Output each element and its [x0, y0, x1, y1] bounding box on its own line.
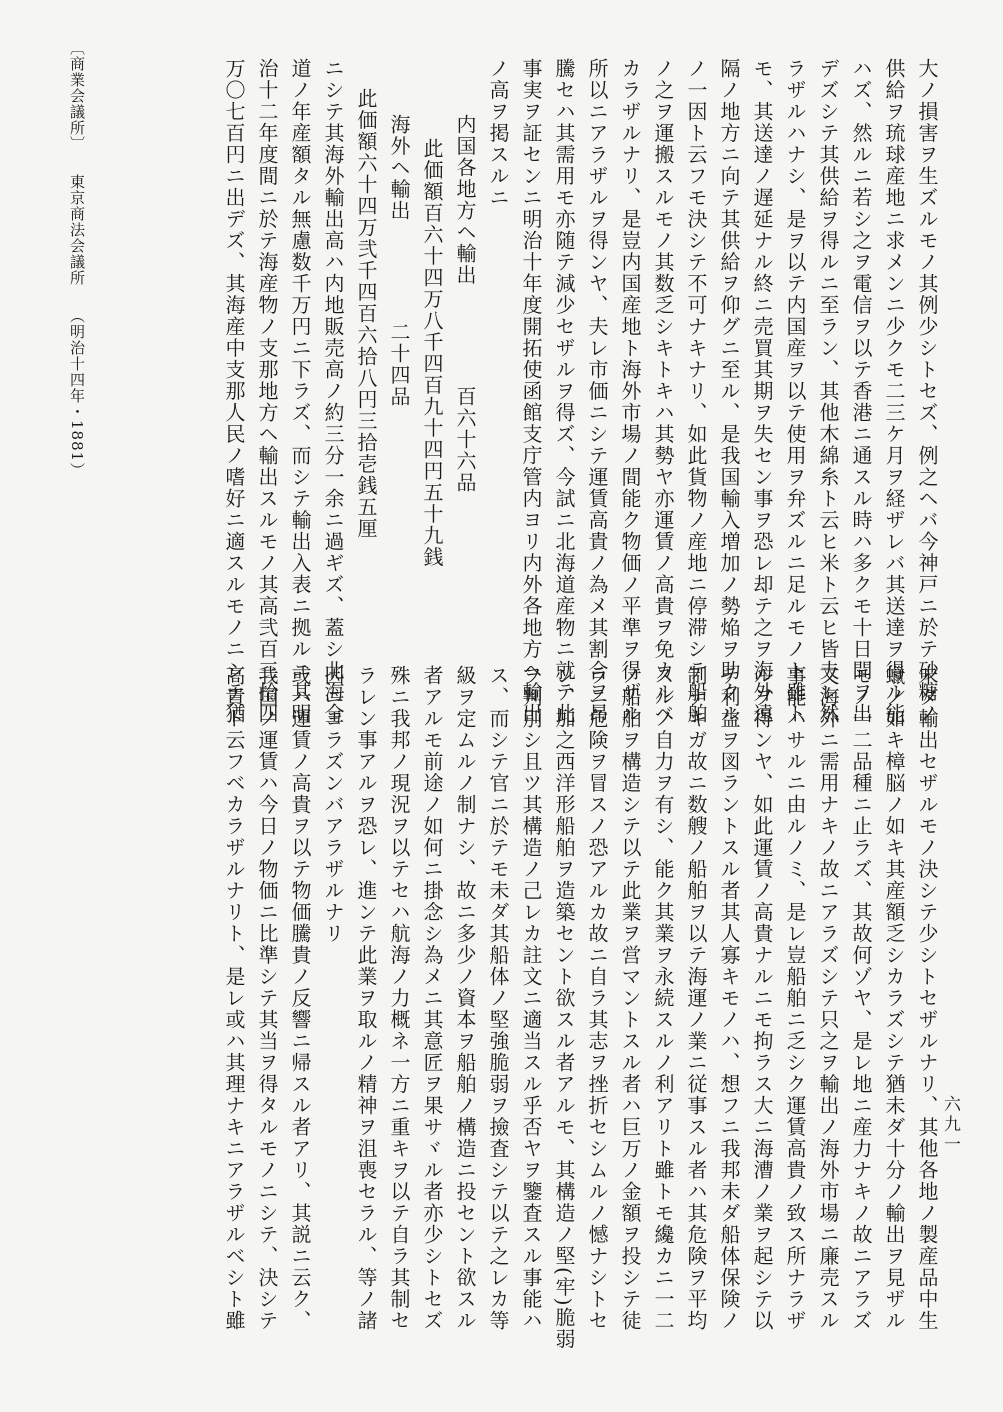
- text-line: 道ノ年産額タル無慮数千万円ニ下ラズ、而シテ輸出入表ニ拠ルニ其明: [288, 58, 312, 725]
- text-line: 我国ノ運賃ハ今日ノ物価ニ比準シテ其当ヲ得タルモノニシテ、決シテ: [255, 665, 279, 1332]
- export-label: 海外ヘ輸出: [387, 114, 411, 222]
- text-line: モ、其送達ノ遅延ナル終ニ売買其期ヲ失セン事ヲ恐レ却テ之ヲ海外遠: [750, 58, 774, 725]
- export-label: 内国各地方ヘ輸出: [453, 114, 477, 286]
- text-line: 殊ニ我邦ノ現況ヲ以テセハ航海ノ力概ネ一方ニ重キヲ以テ自ラ其制セ: [387, 665, 411, 1332]
- text-line: 因ニヨラズンバアラザルナリ: [321, 665, 345, 945]
- text-line: 治十二年度間ニ於テ海産物ノ支那地方ヘ輸出スルモノ其高弐百三拾四: [255, 58, 279, 725]
- text-line: 万〇七百円ニ出デズ、其海産中支那人民ノ嗜好ニ適スルモノニシテ猶: [222, 58, 246, 725]
- text-line: モノ一二品種ニ止ラズ、其故何ゾヤ、是レ地ニ産力ナキノ故ニアラズ: [849, 665, 873, 1332]
- text-line: ノ高ヲ掲スルニ: [486, 58, 510, 209]
- lower-text-block: [217, 665, 943, 1365]
- export-row-domestic: [448, 58, 481, 648]
- text-line: 者アルモ前途ノ如何ニ掛念シ為メニ其意匠ヲ果サヾル者亦少シトセズ: [420, 665, 444, 1332]
- text-line: ルヲ得ンヤ、如此運賃ノ高貴ナルニモ拘ラス大ニ海漕ノ業ヲ起シテ以: [750, 665, 774, 1332]
- export-count: 二十四品: [387, 321, 411, 408]
- text-line: カラザルナリ、是豈内国産地ト海外市場ノ間能ク物価ノ平準ヲ得ザル: [618, 58, 642, 725]
- header-date: （明治十四年・1881）: [68, 308, 86, 479]
- text-line: 制ナキガ故ニ数艘ノ船舶ヲ以テ海運ノ業ニ従事スル者ハ其危険ヲ平均: [684, 665, 708, 1332]
- text-line: ラニ危険ヲ冒スノ恐アルカ故ニ自ラ其志ヲ挫折セシムルノ憾ナシトセ: [585, 665, 609, 1332]
- text-line: ニシテ其海外輸出高ハ内地販売高ノ約三分一余ニ過ギズ、蓋シ北海全: [321, 58, 345, 725]
- text-line: スルノ自力ヲ有シ、能ク其業ヲ永続スルノ利アリト雖トモ纔カニ一二: [651, 665, 675, 1332]
- export-row-domestic-value: [415, 58, 448, 648]
- text-line: 所以ニアラザルヲ得ンヤ、夫レ市価ニシテ運賃高貴ノ為メ其割合ヲ昂: [585, 58, 609, 725]
- page-number: 六九一: [940, 1095, 960, 1155]
- text-line: ラザルハナシ、是ヲ以テ内国産ヲ以テ使用ヲ弁ズルニ足ルモノト雖ト: [783, 58, 807, 725]
- text-line: ノ一因ト云フモ決シテ不可ナキナリ、如此貨物ノ産地ニ停滞シテ船舶: [684, 58, 708, 725]
- export-count: 百六十六品: [453, 386, 477, 494]
- upper-text-block: [217, 58, 943, 725]
- text-line: 供給ヲ琉球産地ニ求メンニ少クモ二三ケ月ヲ経ザレバ其送達ヲ得ル能: [882, 58, 906, 725]
- text-line: 隔ノ地方ニ向テ其供給ヲ仰グニ至ル、是我国輸入増加ノ勢焔ヲ助クル: [717, 58, 741, 725]
- text-line: 騰セハ其需用モ亦随テ減少セザルヲ得ズ、今試ニ北海道産物ニ就テ此: [552, 58, 576, 725]
- text-line: ヲ判別シ且ツ其構造ノ己レカ註文ニ適当スル乎否ヤヲ鑒査スル事能ハ: [519, 665, 543, 1332]
- text-line: 事能ハサルニ由ルノミ、是レ豈船舶ニ乏シク運賃高貴ノ致ス所ナラザ: [783, 665, 807, 1332]
- export-row-overseas-value: [349, 58, 382, 648]
- text-line: 未タ輸出セザルモノ決シテ少シトセザルナリ、其他各地ノ製産品中生: [915, 665, 939, 1332]
- text-line: 蠟ノ如キ樟脳ノ如キ其産額乏シカラズシテ猶未ダ十分ノ輸出ヲ見ザル: [882, 665, 906, 1332]
- text-line: 事実ヲ証センニ明治十年度開拓使函館支庁管内ヨリ内外各地方ヘ輸出: [519, 58, 543, 725]
- text-line: 或ハ運賃ノ高貴ヲ以テ物価騰貴ノ反響ニ帰スル者アリ、其説ニ云ク、: [288, 665, 312, 1332]
- header-org: 東京商法会議所: [68, 174, 86, 286]
- export-value: 此価額百六十四万八千四百九十四円五十九銭: [420, 138, 444, 568]
- page-header: [58, 40, 88, 640]
- text-line: 高貴ト云フベカラザルナリト、是レ或ハ其理ナキニアラザルベシト雖: [222, 665, 246, 1332]
- export-value: 此価額六十四万弐千四百六拾八円三拾壱銭五厘: [354, 88, 378, 540]
- text-line: テ利益ヲ図ラントスル者其人寡キモノハ、想フニ我邦未ダ船体保険ノ: [717, 665, 741, 1332]
- text-line: ン、加之西洋形船舶ヲ造築セント欲スル者アルモ、其構造ノ堅(牢)脆弱: [552, 665, 576, 1351]
- text-line: 大ノ損害ヲ生ズルモノ其例少シトセズ、例之ヘバ今神戸ニ於テ砂糖ノ: [915, 58, 939, 725]
- text-line: デズシテ其供給ヲ得ルニ至ラン、其他木綿糸ト云ヒ米ト云ヒ皆夫レ然: [816, 58, 840, 725]
- text-line: ス、而シテ官ニ於テモ未ダ其船体ノ堅強脆弱ヲ撿査シテ以テ之レカ等: [486, 665, 510, 1332]
- text-line: ラレン事アルヲ恐レ、進ンテ此業ヲ取ルノ精神ヲ沮喪セラル、等ノ諸: [354, 665, 378, 1332]
- text-line: 又海外ニ需用ナキノ故ニアラズシテ只之ヲ輸出ノ海外市場ニ廉売スル: [816, 665, 840, 1332]
- text-line: ノ之ヲ運搬スルモノ其数乏シキトキハ其勢ヤ亦運賃ノ高貴ヲ免カルベ: [651, 58, 675, 725]
- text-line: ノ船舶ヲ構造シテ以テ此業ヲ営マントスル者ハ巨万ノ金額ヲ投シテ徒: [618, 665, 642, 1332]
- text-line: 級ヲ定ムルノ制ナシ、故ニ多少ノ資本ヲ船舶ノ構造ニ投セント欲スル: [453, 665, 477, 1332]
- export-row-overseas: [382, 58, 415, 648]
- text-line: ハズ、然ルニ若シ之ヲ電信ヲ以テ香港ニ通スル時ハ多クモ十日間ヲ出: [849, 58, 873, 725]
- header-source: 〔商業会議所〕: [68, 40, 86, 152]
